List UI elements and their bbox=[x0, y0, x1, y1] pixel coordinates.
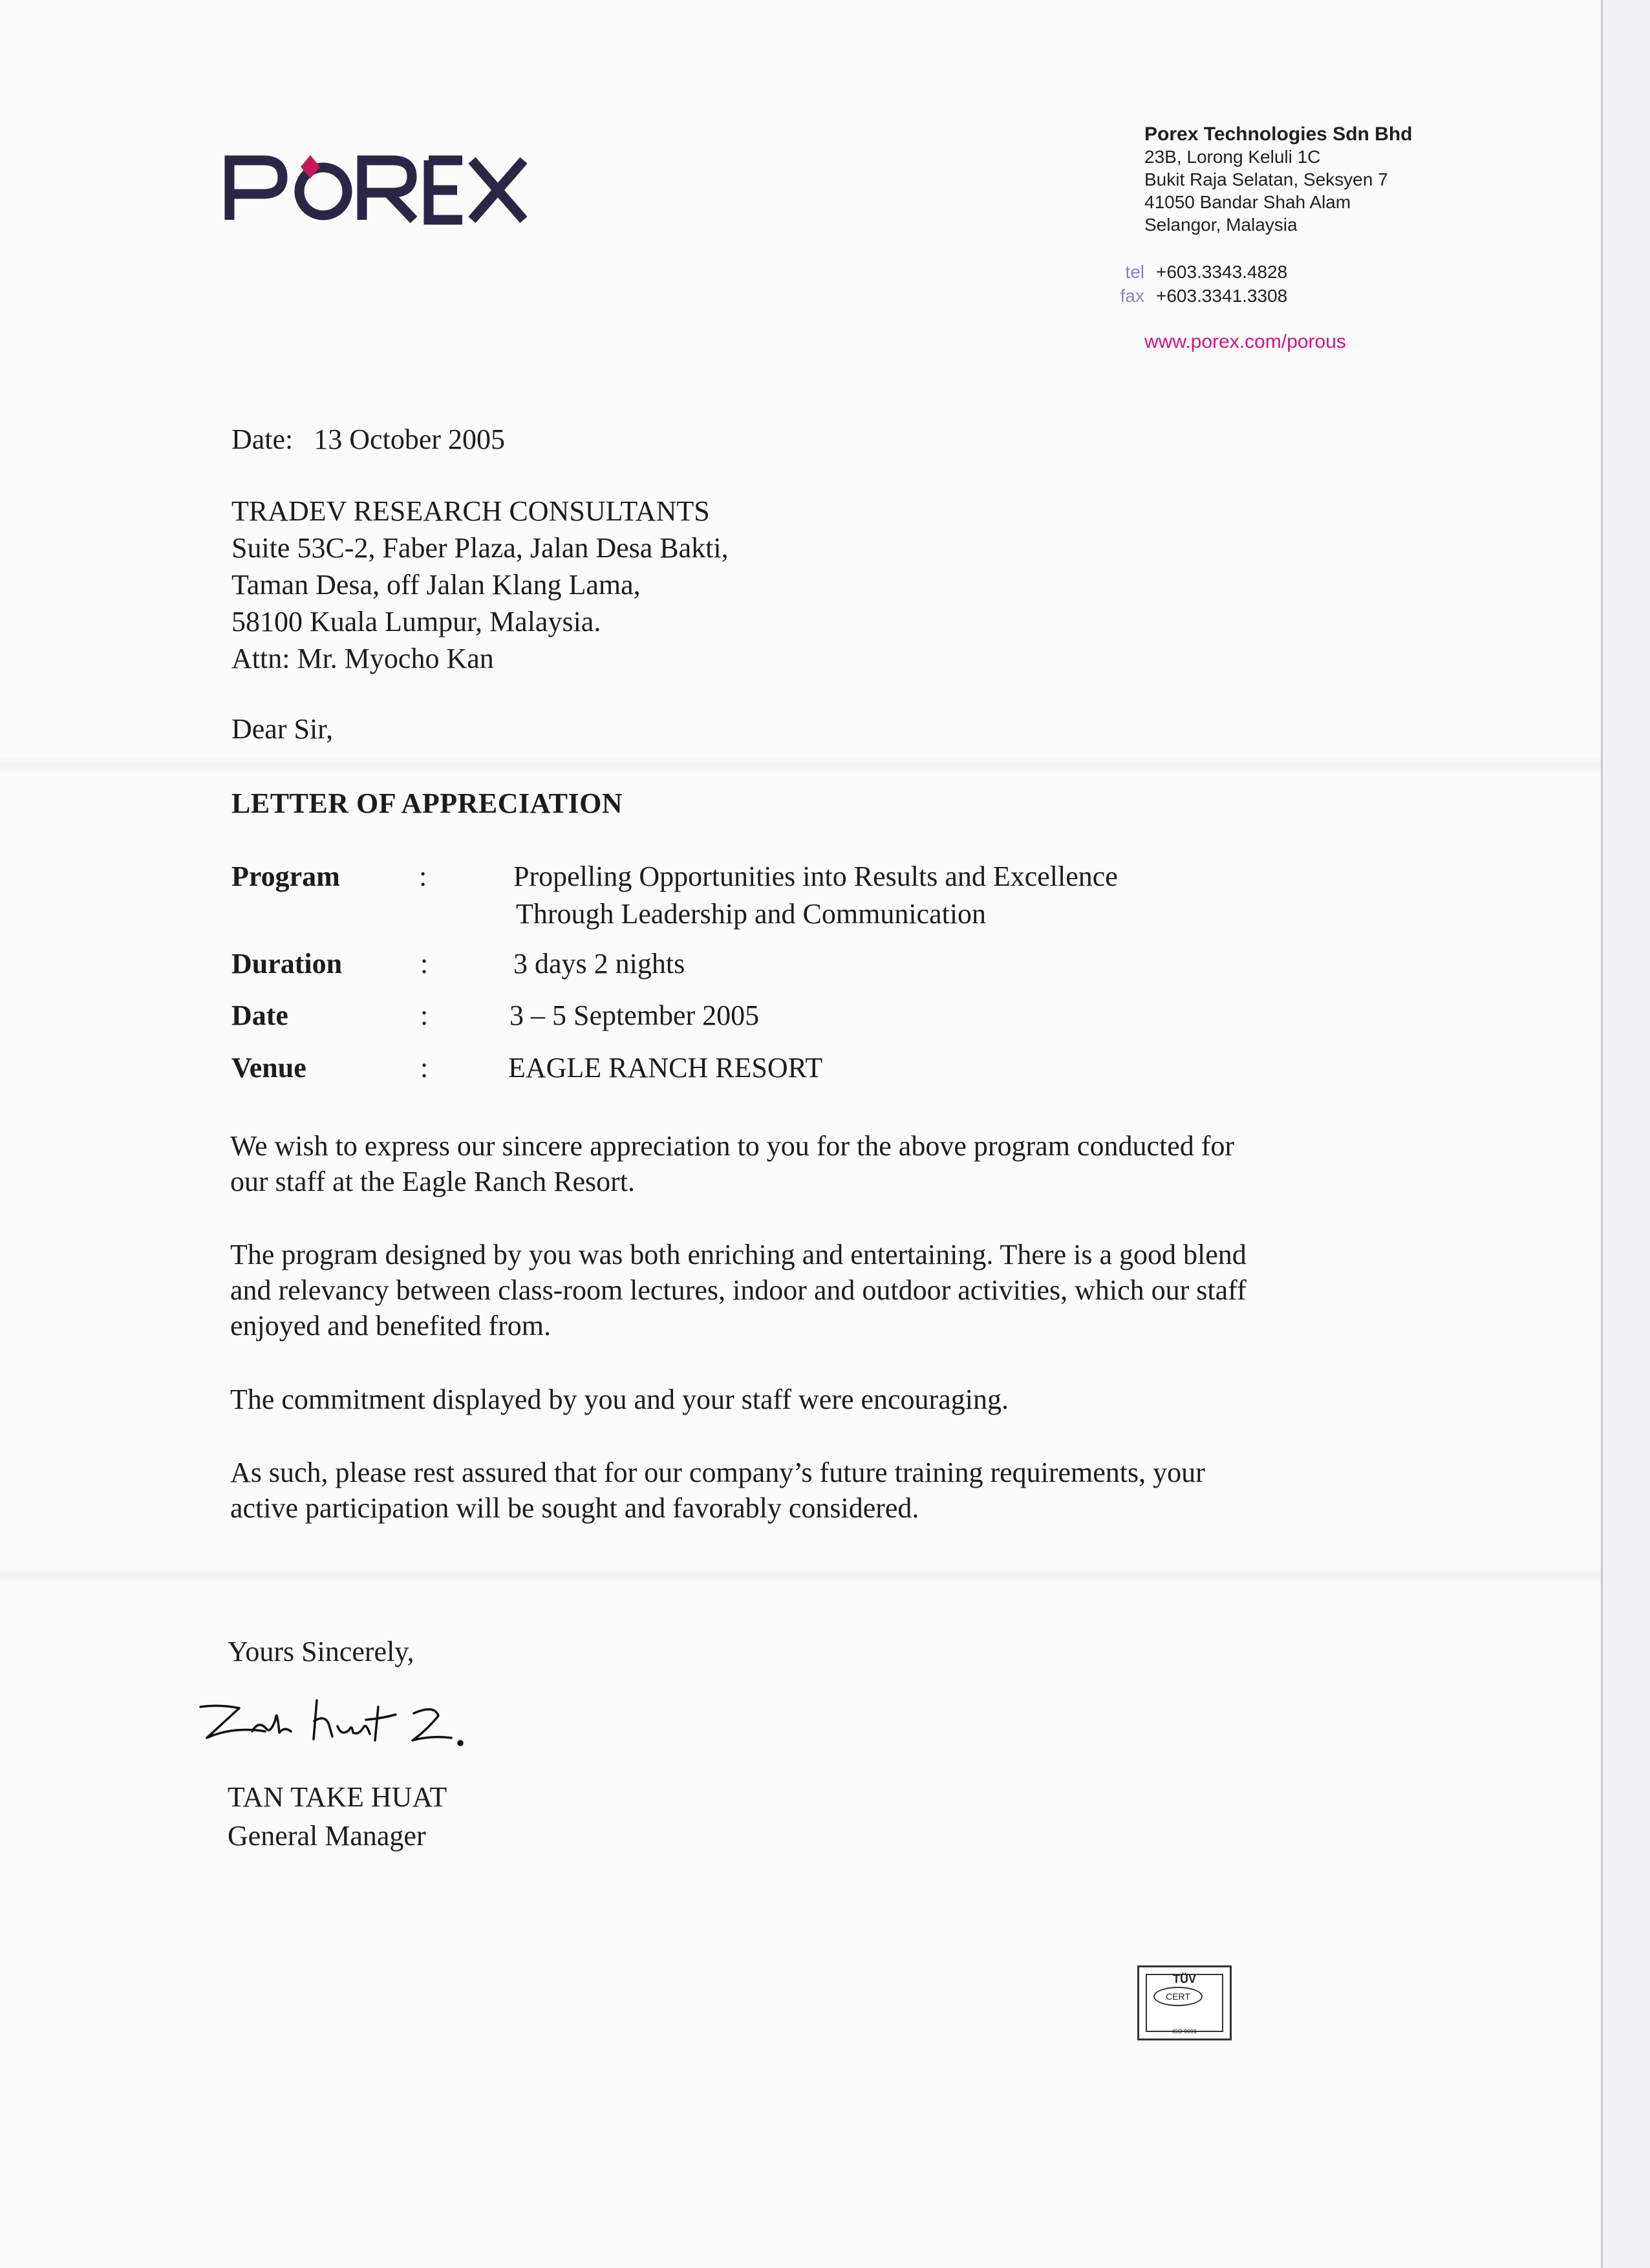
salutation: Dear Sir, bbox=[231, 713, 334, 745]
paragraph-line: active participation will be sought and favorably considered. bbox=[230, 1492, 919, 1524]
iso-standard: ISO 9001 bbox=[1172, 2028, 1197, 2035]
tuv-mark: TÜV bbox=[1173, 1973, 1196, 1985]
tuv-certification-badge bbox=[1137, 1965, 1232, 2040]
signer-title: General Manager bbox=[228, 1820, 426, 1852]
recipient-line: Taman Desa, off Jalan Klang Lama, bbox=[231, 569, 641, 601]
tel-label: tel bbox=[1125, 262, 1144, 282]
recipient-line: TRADEV RESEARCH CONSULTANTS bbox=[231, 495, 710, 527]
detail-value: Through Leadership and Communication bbox=[516, 898, 987, 930]
detail-colon: : bbox=[419, 861, 427, 892]
paragraph-line: As such, please rest assured that for our company’s future training requirements, your bbox=[230, 1457, 1205, 1488]
body-paragraph bbox=[230, 1455, 1205, 1526]
address-line: Bukit Raja Selatan, Seksyen 7 bbox=[1144, 169, 1388, 189]
company-contact bbox=[1099, 260, 1287, 308]
detail-label: Date bbox=[231, 1000, 288, 1031]
date-value: 13 October 2005 bbox=[314, 423, 506, 455]
detail-colon: : bbox=[420, 1052, 429, 1084]
letter-date bbox=[231, 422, 505, 458]
detail-label: Venue bbox=[231, 1052, 306, 1084]
signer-name: TAN TAKE HUAT bbox=[228, 1781, 447, 1813]
body-paragraph bbox=[230, 1237, 1247, 1343]
paper-fold-line bbox=[0, 756, 1601, 773]
detail-value: 3 days 2 nights bbox=[513, 948, 685, 979]
porex-logo bbox=[223, 154, 527, 225]
paragraph-line: and relevancy between class-room lectures, indoor and outdoor activities, which our staff bbox=[230, 1274, 1247, 1306]
body-paragraph bbox=[230, 1382, 1009, 1417]
company-name: Porex Technologies Sdn Bhd bbox=[1144, 123, 1413, 145]
recipient-line: Suite 53C-2, Faber Plaza, Jalan Desa Bakti, bbox=[231, 532, 729, 564]
paragraph-line: The commitment displayed by you and your staff were encouraging. bbox=[230, 1384, 1009, 1415]
date-label: Date: bbox=[231, 423, 294, 455]
fax-label: fax bbox=[1120, 286, 1144, 306]
recipient-line: 58100 Kuala Lumpur, Malaysia. bbox=[231, 606, 601, 637]
scan-background-edge bbox=[1603, 0, 1650, 2268]
company-address-block bbox=[1144, 123, 1413, 236]
detail-colon: : bbox=[420, 1000, 429, 1031]
tel-number: +603.3343.4828 bbox=[1156, 262, 1288, 282]
recipient-address bbox=[231, 493, 729, 677]
body-paragraph bbox=[230, 1128, 1234, 1199]
paragraph-line: The program designed by you was both enriching and entertaining. There is a good blend bbox=[230, 1239, 1247, 1270]
paragraph-line: our staff at the Eagle Ranch Resort. bbox=[230, 1166, 635, 1197]
logo-text: PÖREX bbox=[223, 154, 226, 155]
company-website: www.porex.com/porous bbox=[1144, 331, 1346, 352]
paragraph-line: We wish to express our sincere appreciation to you for the above program conducted for bbox=[230, 1130, 1235, 1162]
detail-value: EAGLE RANCH RESORT bbox=[508, 1052, 823, 1084]
detail-value: Propelling Opportunities into Results and Excellence bbox=[513, 861, 1118, 892]
handwritten-signature bbox=[194, 1681, 504, 1778]
fax-number: +603.3341.3308 bbox=[1156, 286, 1288, 306]
letter-subject: LETTER OF APPRECIATION bbox=[231, 787, 623, 819]
paragraph-line: enjoyed and benefited from. bbox=[230, 1310, 552, 1342]
address-line: 41050 Bandar Shah Alam bbox=[1144, 192, 1351, 212]
detail-colon: : bbox=[420, 948, 429, 979]
closing: Yours Sincerely, bbox=[228, 1636, 414, 1667]
detail-label: Program bbox=[231, 861, 340, 892]
paper-fold-line bbox=[0, 1567, 1601, 1584]
address-line: 23B, Lorong Keluli 1C bbox=[1144, 147, 1321, 167]
detail-label: Duration bbox=[231, 948, 343, 979]
detail-value: 3 – 5 September 2005 bbox=[509, 1000, 760, 1031]
cert-oval: CERT bbox=[1153, 1987, 1203, 2006]
address-line: Selangor, Malaysia bbox=[1144, 215, 1298, 235]
recipient-line: Attn: Mr. Myocho Kan bbox=[231, 643, 494, 674]
